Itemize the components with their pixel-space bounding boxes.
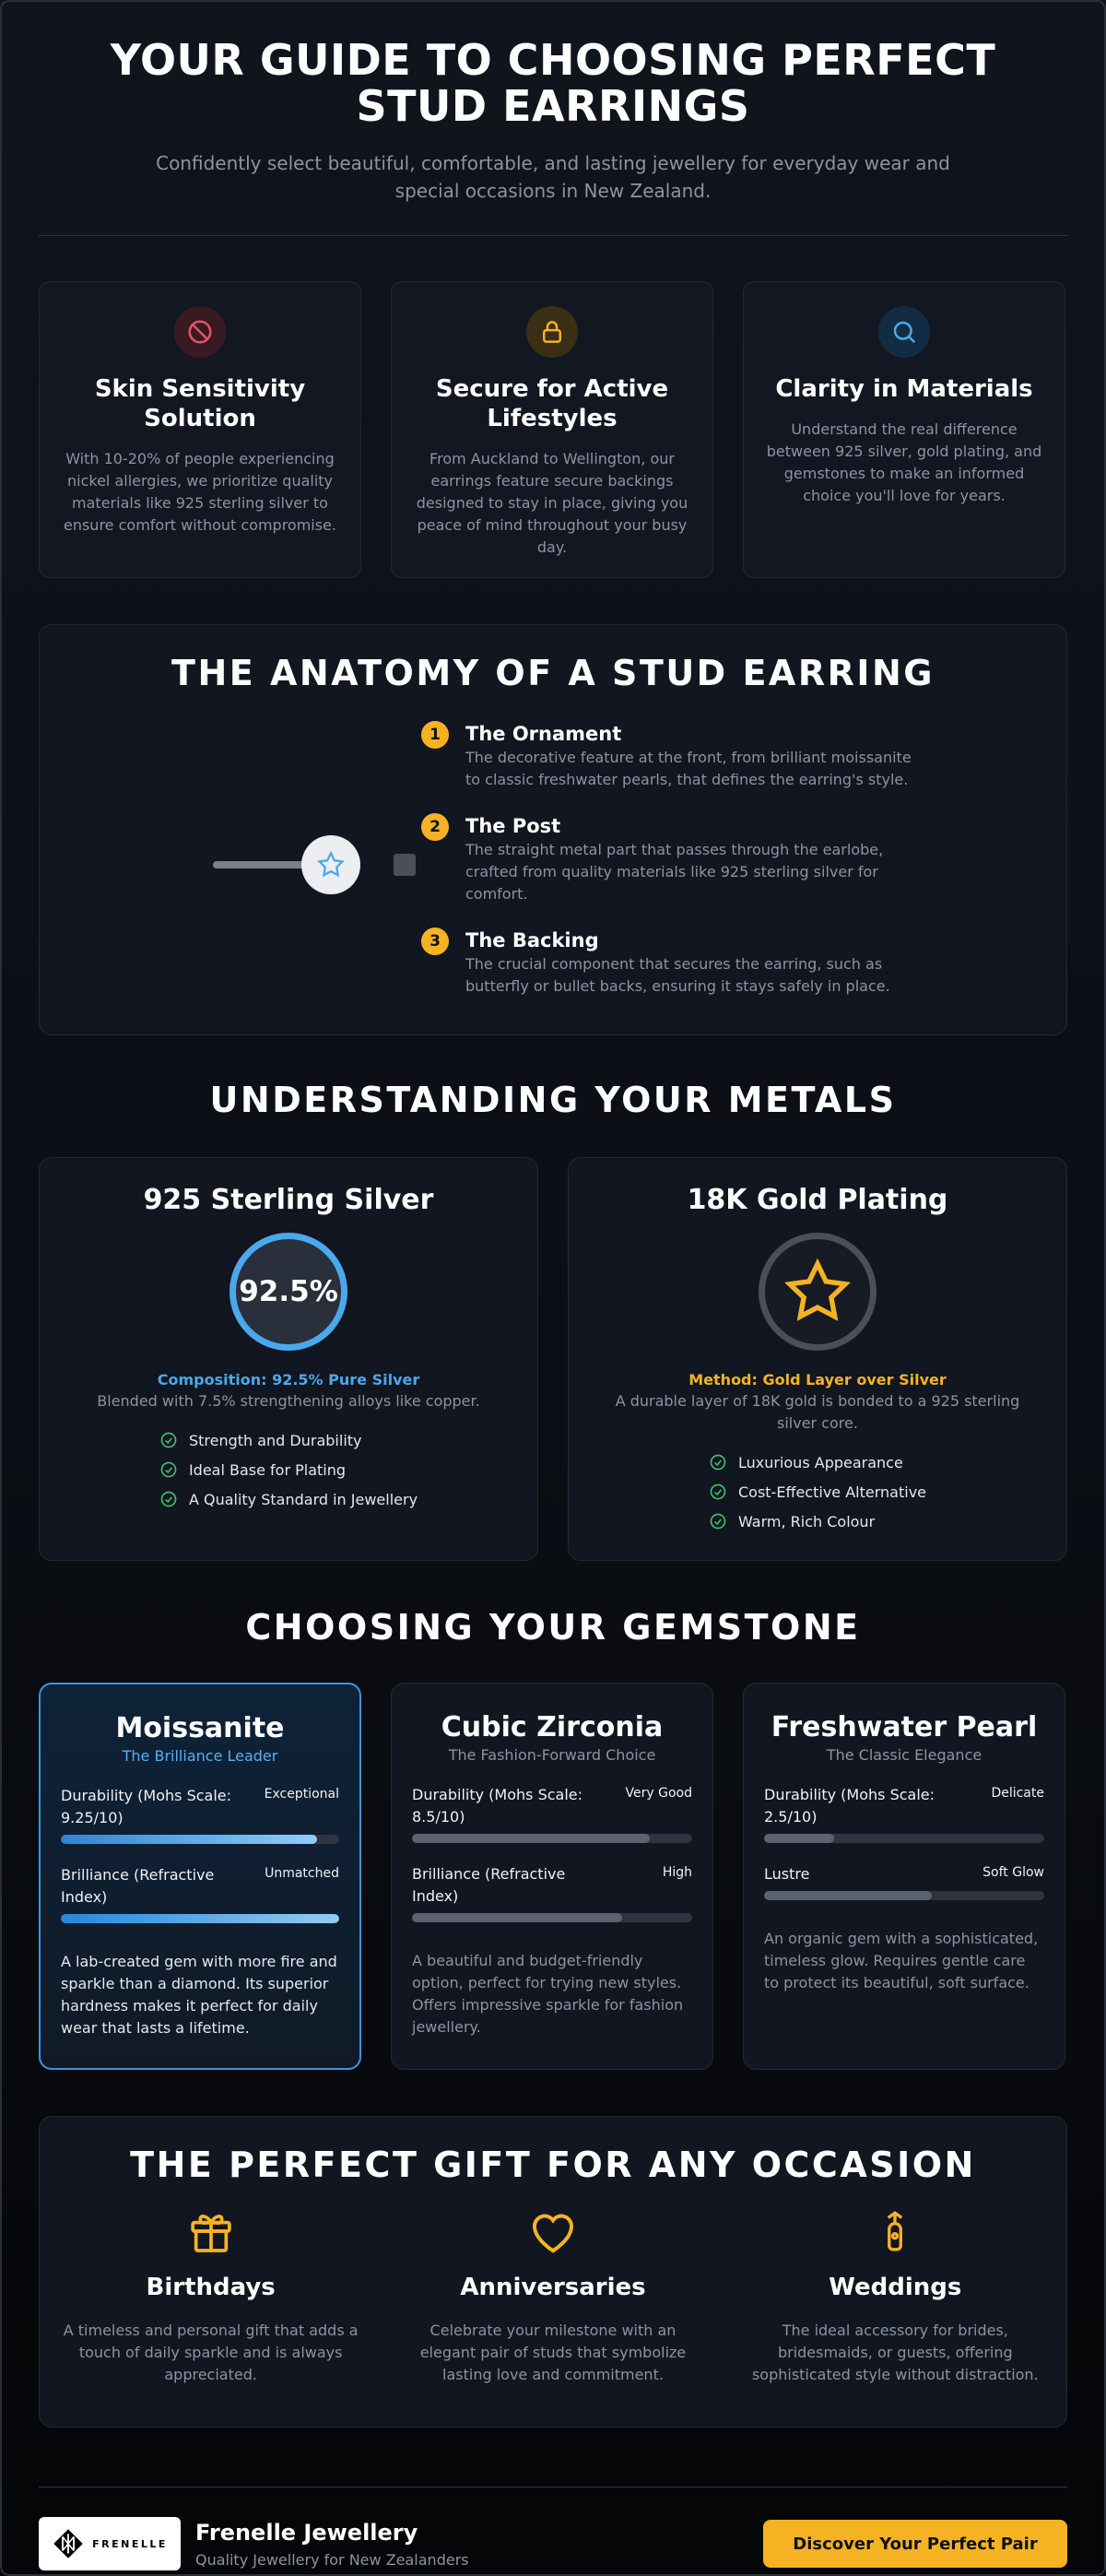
gem-name: Cubic Zirconia xyxy=(441,1711,664,1743)
gem-desc: An organic gem with a sophisticated, timeless glow. Requires gentle care to protect its beautiful, soft surface. xyxy=(764,1930,1039,1991)
earring-diagram xyxy=(213,833,425,898)
metal-label: Method: Gold Layer over Silver xyxy=(688,1371,947,1388)
search-icon xyxy=(878,306,930,358)
benefit-item: Warm, Rich Colour xyxy=(709,1507,926,1536)
stat-label: Brilliance (Refractive Index) xyxy=(412,1865,566,1905)
feature-card-secure xyxy=(391,281,713,578)
composition-percent: 92.5% xyxy=(239,1275,338,1308)
page-subtitle: Confidently select beautiful, comfortable, and lasting jewellery for everyday wear and special occasions in New Zealand. xyxy=(156,152,950,202)
metal-card-silver xyxy=(39,1157,538,1561)
feature-card-clarity xyxy=(743,281,1065,578)
gem-name: Freshwater Pearl xyxy=(771,1711,1038,1743)
gem-desc: A lab-created gem with more fire and sparkle than a diamond. Its superior hardness makes it perfect for daily wear that lasts a lifetime. xyxy=(61,1953,337,2037)
anatomy-part xyxy=(421,928,919,998)
stat-value: Soft Glow xyxy=(982,1865,1044,1880)
composition-ring xyxy=(229,1233,347,1351)
feature-text: Understand the real difference between 925 silver, gold plating, and gemstones to make an informed choice you'll love for years. xyxy=(766,420,1042,504)
gem-stat xyxy=(61,1864,339,1923)
gift-birthdays xyxy=(40,2204,382,2386)
stat-bar xyxy=(61,1835,339,1844)
gift-title: Anniversaries xyxy=(460,2274,646,2301)
gem-stat xyxy=(412,1784,692,1843)
benefit-item: Strength and Durability xyxy=(159,1425,418,1455)
gift-title: Weddings xyxy=(829,2274,962,2301)
feature-text: From Auckland to Wellington, our earrings feature secure backings designed to stay in place, giving you peace of mind throughout your busy day. xyxy=(416,450,688,556)
footer xyxy=(39,2517,1067,2570)
metal-desc: Blended with 7.5% strengthening alloys like copper. xyxy=(97,1392,480,1410)
gifts-section xyxy=(39,2116,1067,2428)
metal-cards xyxy=(39,1157,1067,1561)
stat-label: Brilliance (Refractive Index) xyxy=(61,1866,215,1906)
step-number: 2 xyxy=(421,813,449,841)
gem-name: Moissanite xyxy=(115,1712,285,1744)
no-allergy-icon xyxy=(174,306,226,358)
logo-wordmark: FRENELLE xyxy=(92,2537,168,2550)
gem-card-moissanite[interactable] xyxy=(39,1683,361,2070)
metal-benefits xyxy=(159,1425,418,1514)
gift-weddings xyxy=(724,2204,1066,2386)
stat-value: Very Good xyxy=(625,1786,692,1801)
gem-stat xyxy=(764,1863,1044,1900)
metal-benefits xyxy=(709,1448,926,1536)
check-circle-icon xyxy=(709,1483,727,1501)
feature-title: Secure for Active Lifestyles xyxy=(435,375,669,432)
gem-stat xyxy=(764,1784,1044,1843)
part-title: The Backing xyxy=(465,929,599,951)
feature-card-skin xyxy=(39,281,361,578)
metal-title: 925 Sterling Silver xyxy=(143,1184,434,1216)
anatomy-part xyxy=(421,721,919,791)
brand-info xyxy=(195,2520,469,2569)
star-icon xyxy=(315,849,347,880)
gift-grid xyxy=(40,2204,1066,2386)
gift-text: Celebrate your milestone with an elegant pair of studs that symbolize lasting love and commitment. xyxy=(419,2322,687,2383)
feature-text: With 10-20% of people experiencing nickel allergies, we prioritize quality materials like 925 sterling silver to ensure comfort without compromise. xyxy=(63,450,337,534)
stat-bar xyxy=(412,1913,692,1922)
stat-bar xyxy=(412,1834,692,1843)
anatomy-parts xyxy=(421,721,919,1020)
page-title: YOUR GUIDE TO CHOOSING PERFECT STUD EARRINGS xyxy=(110,35,996,131)
divider xyxy=(39,235,1067,236)
stat-value: High xyxy=(662,1865,692,1880)
part-title: The Post xyxy=(465,815,561,837)
brand-tagline: Quality Jewellery for New Zealanders xyxy=(195,2550,469,2569)
gifts-title: THE PERFECT GIFT FOR ANY OCCASION xyxy=(130,2145,976,2185)
anatomy-section xyxy=(39,624,1067,1035)
stat-bar xyxy=(764,1891,1044,1900)
metal-title: 18K Gold Plating xyxy=(687,1184,948,1216)
stat-label: Durability (Mohs Scale: 2.5/10) xyxy=(764,1786,935,1826)
check-circle-icon xyxy=(159,1431,178,1449)
logo-mark-icon xyxy=(52,2527,85,2560)
gift-text: The ideal accessory for brides, bridesmaids, or guests, offering sophisticated style without distraction. xyxy=(751,2322,1039,2383)
earring-ornament xyxy=(301,835,360,894)
gem-card-freshwater-pearl[interactable] xyxy=(743,1683,1065,2070)
benefit-item: Luxurious Appearance xyxy=(709,1448,926,1477)
gem-stat xyxy=(61,1785,339,1844)
anatomy-title: THE ANATOMY OF A STUD EARRING xyxy=(171,653,935,693)
part-text: The decorative feature at the front, from brilliant moissanite to classic freshwater pearls, that defines the earring's style. xyxy=(465,749,912,788)
earring-backing xyxy=(394,854,416,876)
stat-value: Delicate xyxy=(991,1786,1044,1801)
heart-icon xyxy=(524,2204,582,2259)
benefit-item: A Quality Standard in Jewellery xyxy=(159,1484,418,1514)
check-circle-icon xyxy=(709,1512,727,1530)
discover-button[interactable]: Discover Your Perfect Pair xyxy=(763,2520,1067,2568)
gift-icon xyxy=(185,2204,237,2259)
metal-desc: A durable layer of 18K gold is bonded to a 925 sterling silver core. xyxy=(615,1392,1020,1432)
gift-title: Birthdays xyxy=(146,2274,276,2301)
benefit-item: Cost-Effective Alternative xyxy=(709,1477,926,1507)
metal-label: Composition: 92.5% Pure Silver xyxy=(157,1371,420,1388)
gemstone-title: CHOOSING YOUR GEMSTONE xyxy=(245,1607,861,1648)
gift-text: A timeless and personal gift that adds a touch of daily sparkle and is always appreciated. xyxy=(63,2322,359,2383)
feature-title: Skin Sensitivity Solution xyxy=(94,375,306,432)
lock-icon xyxy=(526,306,578,358)
gift-anniversaries xyxy=(382,2204,724,2386)
step-number: 1 xyxy=(421,721,449,749)
wedding-tie-icon xyxy=(872,2204,918,2259)
step-number: 3 xyxy=(421,928,449,955)
anatomy-part xyxy=(421,813,919,905)
part-text: The crucial component that secures the earring, such as butterfly or bullet backs, ensuring it stays safely in place. xyxy=(465,955,890,995)
gem-stat xyxy=(412,1863,692,1922)
stat-value: Unmatched xyxy=(265,1866,339,1881)
check-circle-icon xyxy=(159,1460,178,1479)
metals-title: UNDERSTANDING YOUR METALS xyxy=(209,1080,897,1120)
stat-value: Exceptional xyxy=(264,1787,339,1802)
check-circle-icon xyxy=(709,1453,727,1471)
gold-ring xyxy=(759,1233,877,1351)
part-title: The Ornament xyxy=(465,723,622,745)
feature-title: Clarity in Materials xyxy=(775,375,1033,403)
gem-subtitle: The Brilliance Leader xyxy=(122,1747,278,1765)
gem-subtitle: The Classic Elegance xyxy=(826,1746,982,1764)
stat-bar xyxy=(61,1914,339,1923)
brand-name: Frenelle Jewellery xyxy=(195,2519,418,2546)
check-circle-icon xyxy=(159,1490,178,1508)
stat-bar xyxy=(764,1834,1044,1843)
stat-label: Lustre xyxy=(764,1865,810,1883)
feature-cards xyxy=(39,281,1067,578)
gem-subtitle: The Fashion-Forward Choice xyxy=(448,1746,656,1764)
part-text: The straight metal part that passes through the earlobe, crafted from quality materials like 925 sterling silver for comfort. xyxy=(465,841,884,903)
gem-desc: A beautiful and budget-friendly option, perfect for trying new styles. Offers impressive sparkle for fashion jewellery. xyxy=(412,1952,684,2036)
gemstone-cards xyxy=(39,1683,1067,2070)
stat-label: Durability (Mohs Scale: 8.5/10) xyxy=(412,1786,582,1826)
stat-label: Durability (Mohs Scale: 9.25/10) xyxy=(61,1787,231,1826)
earring-post xyxy=(213,861,314,869)
benefit-item: Ideal Base for Plating xyxy=(159,1455,418,1484)
star-icon xyxy=(782,1257,853,1327)
metal-card-gold xyxy=(568,1157,1067,1561)
gem-card-cubic-zirconia[interactable] xyxy=(391,1683,713,2070)
brand-logo[interactable] xyxy=(39,2517,181,2570)
